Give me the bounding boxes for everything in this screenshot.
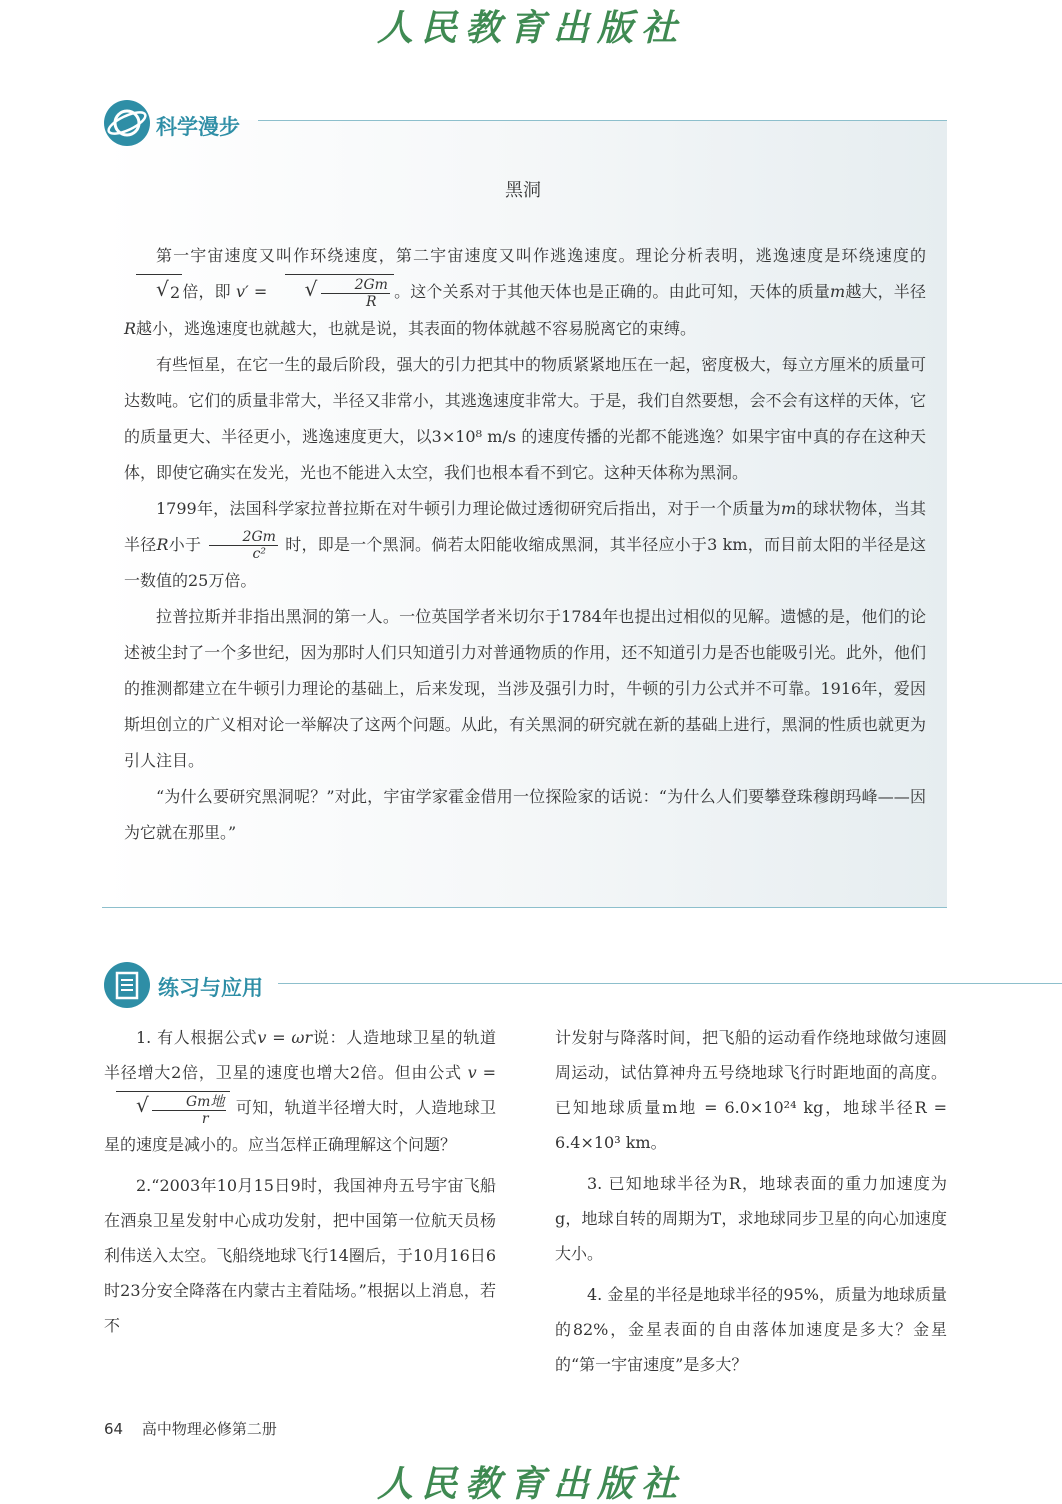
- question-2: 2.“2003年10月15日9时，我国神舟五号宇宙飞船在酒泉卫星发射中心成功发射，把中国第一位航天员杨利伟送入太空。飞船绕地球飞行14圈后，于10月16日6时23分安全降落在内蒙古主着陆场。”根据以上消息，若不: [104, 1175, 496, 1335]
- article-title: 黑洞: [505, 180, 541, 201]
- exercise-divider: [278, 983, 1062, 984]
- v-prime-symbol: v′ =: [236, 282, 268, 301]
- paragraph-5: “为什么要研究黑洞呢？”对此，宇宙学家霍金借用一位探险家的话说：“为什么人们要攀登珠穆朗玛峰——因为它就在那里。”: [124, 787, 926, 842]
- paragraph-3: [124, 491, 926, 599]
- p1-text-d: 越大，半径: [845, 282, 926, 301]
- book-title: 高中物理必修第二册: [141, 1420, 277, 1438]
- q1-fraction: [152, 1094, 226, 1127]
- schwarzschild-denominator: c²: [252, 546, 266, 562]
- q1-text-a: 1. 有人根据公式: [136, 1028, 258, 1047]
- question-1: [104, 1020, 496, 1162]
- science-divider: [258, 120, 947, 121]
- paragraph-4: 拉普拉斯并非指出黑洞的第一人。一位英国学者米切尔于1784年也提出过相似的见解。遗憾的是，他们的论述被尘封了一个多世纪，因为那时人们只知道引力对普通物质的作用，还不知道引力是否也能吸引光。此外，他们的推测都建立在牛顿引力理论的基础上，后来发现，当涉及强引力时，牛顿的引力公式并不可靠。1916年，爱因斯坦创立的广义相对论一举解决了这两个问题。从此，有关黑洞的研究就在新的基础上进行，黑洞的性质也就更为引人注目。: [124, 607, 926, 770]
- question-2-continued: 计发射与降落时间，把飞船的运动看作绕地球做匀速圆周运动，试估算神舟五号绕地球飞行时距地面的高度。已知地球质量m地 = 6.0×10²⁴ kg，地球半径R = 6.4×10³ km。: [555, 1028, 947, 1152]
- p3-text-a: 1799年，法国科学家拉普拉斯在对牛顿引力理论做过透彻研究后指出，对于一个质量为: [156, 499, 782, 518]
- page-number: 64: [104, 1420, 124, 1438]
- schwarzschild-fraction: [209, 529, 278, 562]
- question-3: 3. 已知地球半径为R，地球表面的重力加速度为g，地球自转的周期为T，求地球同步卫星的向心加速度大小。: [555, 1174, 947, 1263]
- p3-text-c: 小于: [168, 535, 202, 554]
- p3-text-b: 的球状物体，当其半径: [124, 499, 926, 554]
- p1-text-c: 。这个关系对于其他天体也是正确的。由此可知，天体的质量: [393, 282, 831, 301]
- q1-numerator: √ Gm地: [152, 1094, 226, 1111]
- fraction-numerator: √ 2Gm: [321, 277, 390, 294]
- mass-symbol-2: m: [781, 499, 797, 518]
- exercise-notebook-icon: [104, 962, 150, 1008]
- exercise-column-right: [555, 1020, 947, 1388]
- q1-sqrt: [116, 1091, 230, 1127]
- q1-text-c: 可知，轨道半径增大时，人造地球卫星的速度是减小的。应当怎样正确理解这个问题？: [104, 1098, 496, 1154]
- fraction-denominator: R: [365, 294, 377, 310]
- exercise-column-left: [104, 1020, 496, 1349]
- radius-symbol: R: [124, 319, 137, 338]
- question-4: 4. 金星的半径是地球半径的95%，质量为地球质量的82%，金星表面的自由落体加速度是多大？金星的“第一宇宙速度”是多大？: [555, 1285, 947, 1374]
- q1-v-symbol: v =: [467, 1063, 496, 1082]
- paragraph-1: [124, 238, 926, 347]
- p1-text-b: 倍，即: [182, 282, 231, 301]
- publisher-logo-top: 人民教育出版社: [376, 7, 685, 49]
- q1-text-b: 说：人造地球卫星的轨道半径增大2倍，卫星的速度也增大2倍。但由公式: [104, 1028, 496, 1082]
- p3-text-d: 时，即是一个黑洞。倘若太阳能收缩成黑洞，其半径应小于3 km，而目前太阳的半径是这一数值的25万倍。: [124, 535, 926, 590]
- publisher-logo-bottom: 人民教育出版社: [376, 1463, 685, 1504]
- science-section-title: 科学漫步: [156, 115, 240, 139]
- q1-formula: v = ωr: [257, 1028, 313, 1047]
- sqrt-2: [136, 274, 182, 311]
- p1-text-a: 第一宇宙速度又叫作环绕速度，第二宇宙速度又叫作逃逸速度。理论分析表明，逃逸速度是环绕速度的: [156, 246, 926, 265]
- escape-velocity-fraction: [321, 277, 390, 310]
- radius-symbol-2: R: [156, 535, 169, 554]
- paragraph-2: 有些恒星，在它一生的最后阶段，强大的引力把其中的物质紧紧地压在一起，密度极大，每立方厘米的质量可达数吨。它们的质量非常大，半径又非常小，其逃逸速度非常大。于是，我们自然要想，会不会有这样的天体，它的质量更大、半径更小，逃逸速度更大，以3×10⁸ m/s 的速度传播的光都不能逃逸？如果宇宙中真的存在这种天体，即使它确实在发光，光也不能进入太空，我们也根本看不到它。这种天体称为黑洞。: [124, 355, 926, 482]
- science-globe-icon: [104, 100, 150, 146]
- page-footer: [104, 1418, 277, 1439]
- article-body: [124, 238, 926, 851]
- escape-velocity-sqrt: [285, 274, 394, 311]
- sqrt-2-value: 2: [170, 283, 181, 302]
- mass-symbol: m: [830, 282, 846, 301]
- q1-denominator: r: [201, 1110, 209, 1127]
- p1-text-e: 越小，逃逸速度也就越大，也就是说，其表面的物体就越不容易脱离它的束缚。: [136, 319, 697, 338]
- schwarzschild-numerator: 2Gm: [209, 529, 278, 546]
- exercise-section-title: 练习与应用: [158, 976, 263, 1000]
